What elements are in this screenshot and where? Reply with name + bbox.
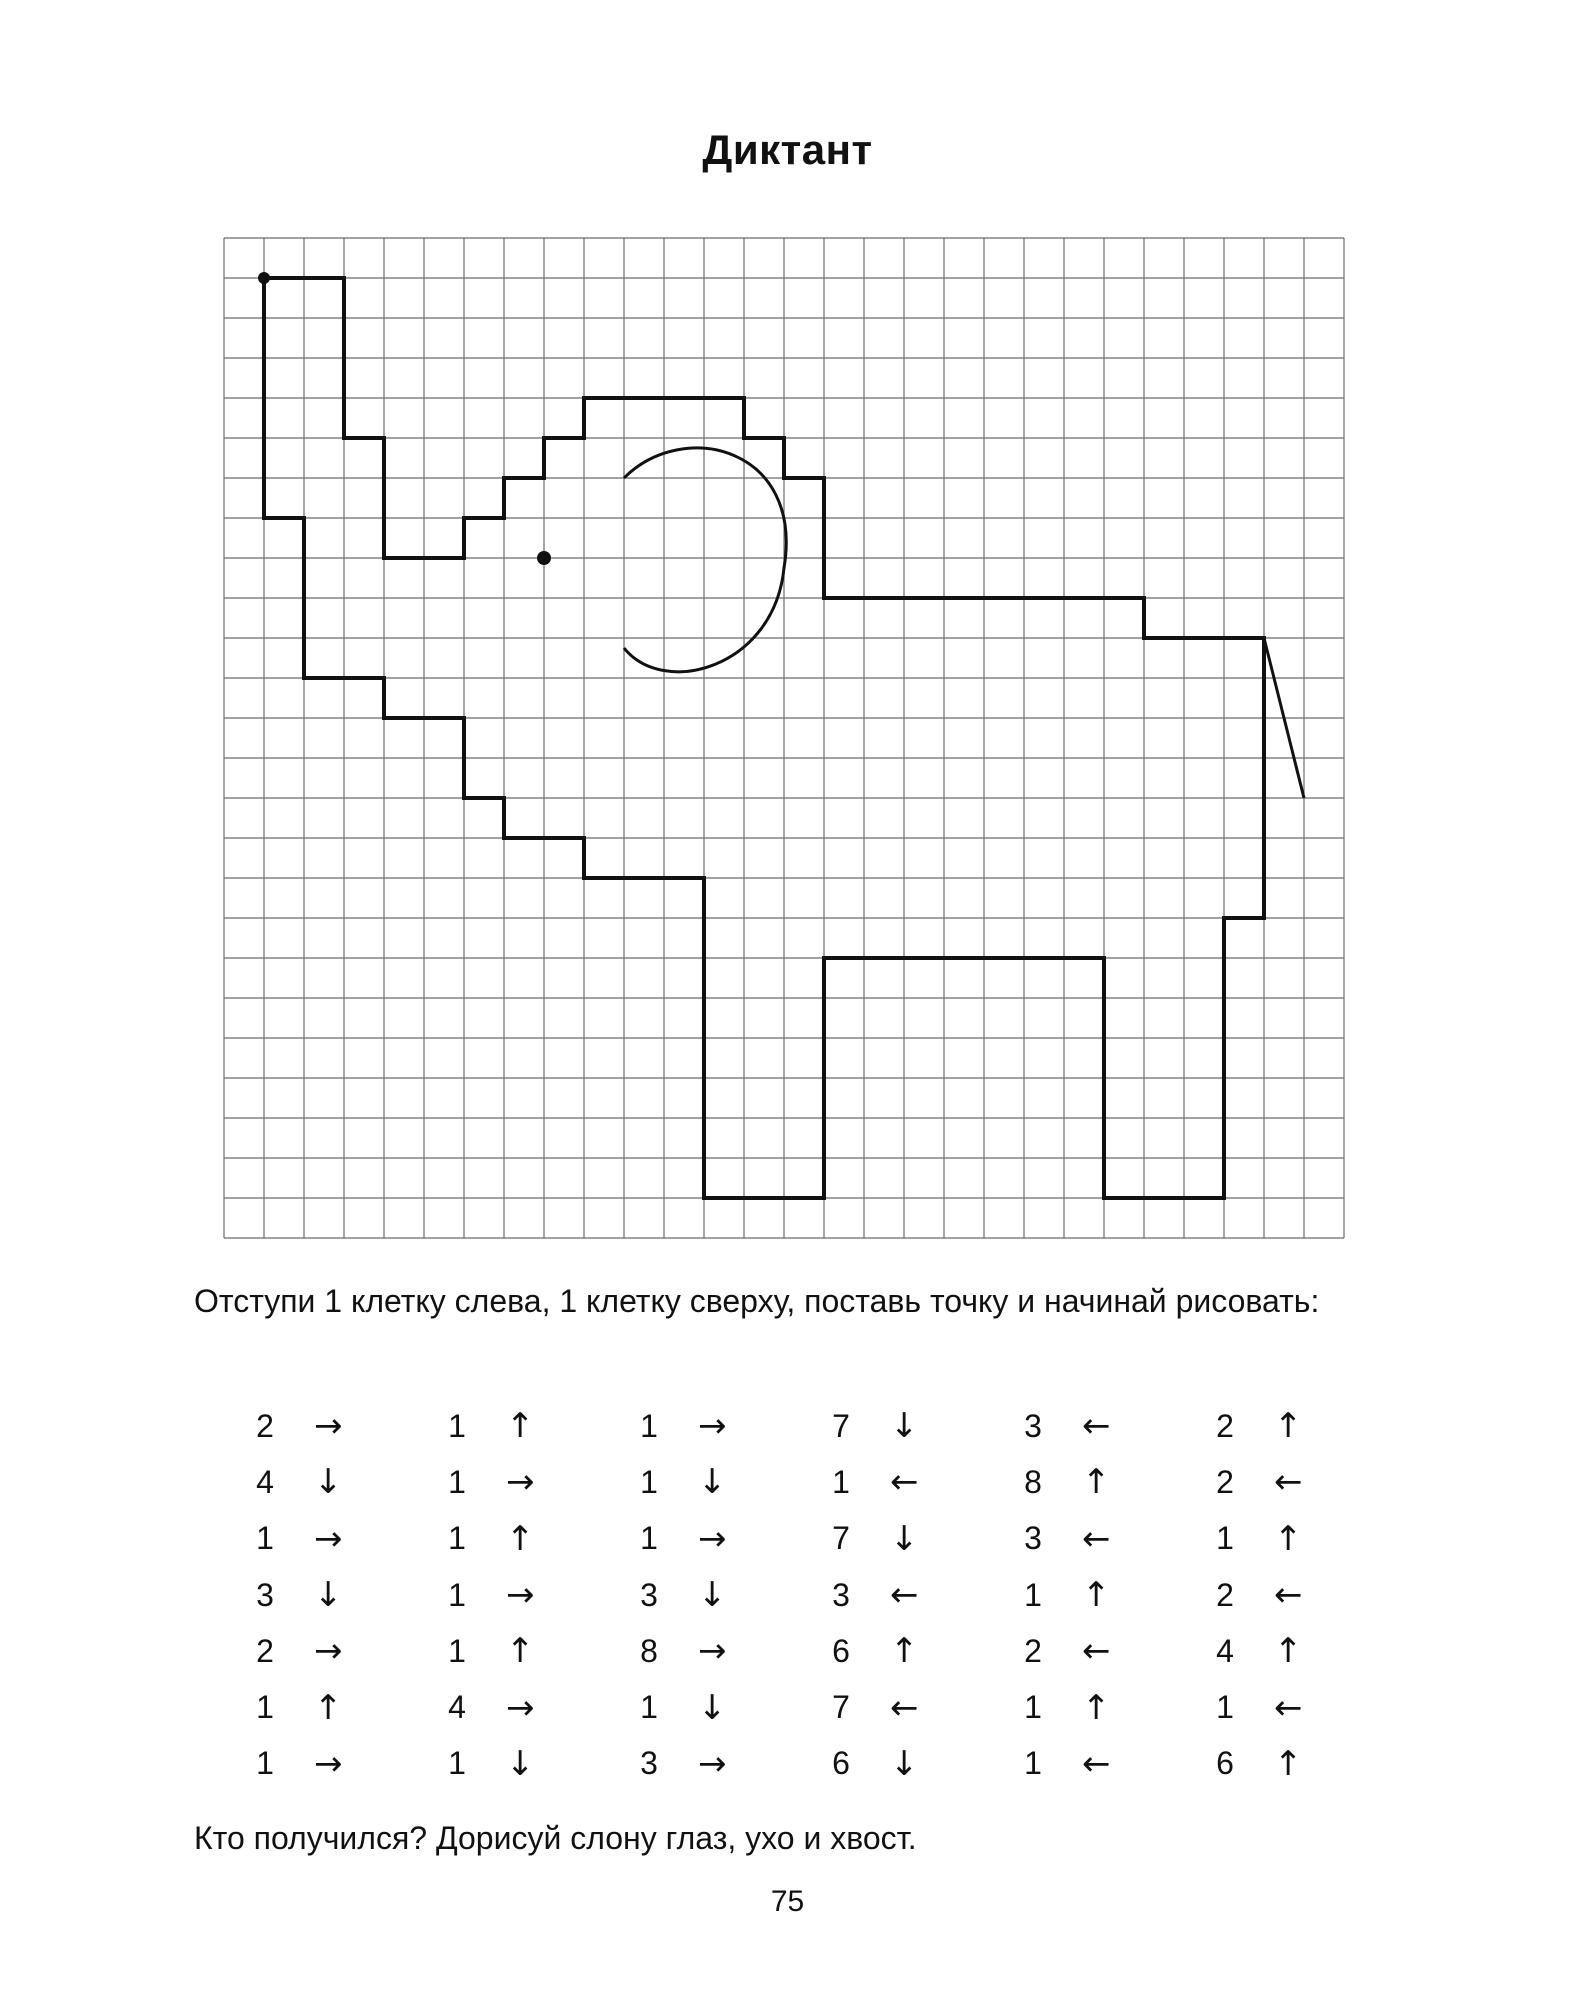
step-count: 6 (832, 1745, 850, 1782)
direction-arrow-icon: → (698, 1518, 727, 1559)
direction-arrow-icon: ↓ (890, 1406, 919, 1447)
step-count: 2 (256, 1632, 274, 1669)
steps-column (826, 1398, 966, 1792)
drawing-grid (223, 237, 1345, 1239)
direction-arrow-icon: ← (1274, 1575, 1303, 1616)
step (250, 1679, 390, 1735)
step-count: 2 (1216, 1576, 1234, 1613)
direction-arrow-icon: ↑ (1082, 1575, 1111, 1616)
step (1018, 1511, 1158, 1567)
step-count: 4 (256, 1463, 274, 1500)
step (1210, 1679, 1350, 1735)
step-count: 1 (256, 1689, 274, 1726)
step (250, 1567, 390, 1623)
step-count: 1 (640, 1520, 658, 1557)
step (1210, 1398, 1350, 1454)
step (1018, 1679, 1158, 1735)
step (442, 1511, 582, 1567)
steps-column (442, 1398, 582, 1792)
step (1018, 1736, 1158, 1792)
instruction-text: Отступи 1 клетку слева, 1 клетку сверху, поставь точку и начинай рисовать: (194, 1283, 1320, 1319)
step (1018, 1623, 1158, 1679)
direction-arrow-icon: ← (1082, 1631, 1111, 1672)
direction-arrow-icon: ↑ (1274, 1406, 1303, 1447)
step (442, 1398, 582, 1454)
direction-arrow-icon: ↑ (1274, 1743, 1303, 1784)
step-count: 2 (1024, 1632, 1042, 1669)
step-count: 1 (448, 1745, 466, 1782)
step (634, 1511, 774, 1567)
step (442, 1623, 582, 1679)
step (250, 1736, 390, 1792)
direction-arrow-icon: ↓ (314, 1575, 343, 1616)
step (634, 1679, 774, 1735)
direction-arrow-icon: ↓ (890, 1518, 919, 1559)
step (442, 1679, 582, 1735)
step (634, 1398, 774, 1454)
direction-arrow-icon: ↑ (506, 1518, 535, 1559)
direction-arrow-icon: → (314, 1406, 343, 1447)
direction-arrow-icon: → (698, 1631, 727, 1672)
direction-arrow-icon: ↑ (1274, 1631, 1303, 1672)
step-count: 1 (448, 1463, 466, 1500)
start-dot (258, 272, 270, 284)
step-count: 1 (448, 1520, 466, 1557)
direction-arrow-icon: ↑ (1274, 1518, 1303, 1559)
step-count: 8 (1024, 1463, 1042, 1500)
step (826, 1454, 966, 1510)
step-count: 1 (256, 1745, 274, 1782)
direction-arrow-icon: ↑ (506, 1631, 535, 1672)
direction-arrow-icon: ↑ (1082, 1462, 1111, 1503)
direction-arrow-icon: ↓ (506, 1743, 535, 1784)
step-count: 1 (1024, 1689, 1042, 1726)
direction-arrow-icon: ← (1082, 1406, 1111, 1447)
elephant-outline (264, 278, 1264, 1198)
direction-arrow-icon: ↑ (314, 1687, 343, 1728)
direction-arrow-icon: → (314, 1743, 343, 1784)
steps-column (250, 1398, 390, 1792)
step-count: 7 (832, 1689, 850, 1726)
step (634, 1454, 774, 1510)
direction-steps-table (250, 1398, 1370, 1798)
step-count: 1 (640, 1463, 658, 1500)
elephant-drawing (258, 272, 1304, 1198)
direction-arrow-icon: ↓ (698, 1687, 727, 1728)
direction-arrow-icon: → (506, 1462, 535, 1503)
page-title: Диктант (702, 126, 873, 173)
direction-arrow-icon: → (698, 1743, 727, 1784)
direction-arrow-icon: ← (890, 1687, 919, 1728)
grid-lines (224, 238, 1344, 1238)
step-count: 1 (1024, 1745, 1042, 1782)
direction-arrow-icon: ↓ (698, 1575, 727, 1616)
step (826, 1567, 966, 1623)
direction-arrow-icon: ← (1274, 1462, 1303, 1503)
step (1210, 1736, 1350, 1792)
step (634, 1567, 774, 1623)
step (826, 1736, 966, 1792)
step-count: 1 (640, 1689, 658, 1726)
direction-arrow-icon: → (506, 1575, 535, 1616)
step-count: 1 (1216, 1520, 1234, 1557)
direction-arrow-icon: ↓ (314, 1462, 343, 1503)
question-text: Кто получился? Дорисуй слону глаз, ухо и хвост. (194, 1820, 917, 1856)
step (826, 1398, 966, 1454)
step-count: 3 (640, 1745, 658, 1782)
direction-arrow-icon: ↑ (506, 1406, 535, 1447)
step-count: 3 (1024, 1407, 1042, 1444)
direction-arrow-icon: ← (890, 1462, 919, 1503)
step (1018, 1454, 1158, 1510)
step (826, 1679, 966, 1735)
step (250, 1398, 390, 1454)
step-count: 1 (832, 1463, 850, 1500)
step (1210, 1567, 1350, 1623)
direction-arrow-icon: ← (890, 1575, 919, 1616)
direction-arrow-icon: ← (1274, 1687, 1303, 1728)
step-count: 6 (1216, 1745, 1234, 1782)
step (250, 1623, 390, 1679)
step-count: 7 (832, 1520, 850, 1557)
step (442, 1454, 582, 1510)
step (1018, 1567, 1158, 1623)
step (826, 1511, 966, 1567)
step-count: 1 (448, 1632, 466, 1669)
step-count: 1 (1024, 1576, 1042, 1613)
step (250, 1454, 390, 1510)
step-count: 8 (640, 1632, 658, 1669)
steps-column (634, 1398, 774, 1792)
step-count: 1 (448, 1407, 466, 1444)
step (1018, 1398, 1158, 1454)
steps-column (1210, 1398, 1350, 1792)
step (634, 1736, 774, 1792)
step-count: 2 (1216, 1407, 1234, 1444)
step (442, 1567, 582, 1623)
page-number: 75 (770, 1885, 805, 1918)
direction-arrow-icon: → (506, 1687, 535, 1728)
step-count: 4 (1216, 1632, 1234, 1669)
direction-arrow-icon: → (314, 1631, 343, 1672)
step-count: 6 (832, 1632, 850, 1669)
step-count: 1 (448, 1576, 466, 1613)
step-count: 7 (832, 1407, 850, 1444)
direction-arrow-icon: ↓ (890, 1743, 919, 1784)
step (250, 1511, 390, 1567)
step-count: 2 (256, 1407, 274, 1444)
step-count: 3 (1024, 1520, 1042, 1557)
direction-arrow-icon: ↑ (890, 1631, 919, 1672)
direction-arrow-icon: → (314, 1518, 343, 1559)
direction-arrow-icon: ↑ (1082, 1687, 1111, 1728)
direction-arrow-icon: ↓ (698, 1462, 727, 1503)
step (826, 1623, 966, 1679)
step-count: 1 (640, 1407, 658, 1444)
step-count: 3 (640, 1576, 658, 1613)
direction-arrow-icon: ← (1082, 1743, 1111, 1784)
step-count: 3 (832, 1576, 850, 1613)
steps-column (1018, 1398, 1158, 1792)
step-count: 3 (256, 1576, 274, 1613)
step (1210, 1511, 1350, 1567)
step-count: 1 (256, 1520, 274, 1557)
elephant-eye (537, 551, 551, 565)
step (1210, 1623, 1350, 1679)
step-count: 4 (448, 1689, 466, 1726)
step (442, 1736, 582, 1792)
step (634, 1623, 774, 1679)
step (1210, 1454, 1350, 1510)
direction-arrow-icon: ← (1082, 1518, 1111, 1559)
step-count: 1 (1216, 1689, 1234, 1726)
direction-arrow-icon: → (698, 1406, 727, 1447)
step-count: 2 (1216, 1463, 1234, 1500)
